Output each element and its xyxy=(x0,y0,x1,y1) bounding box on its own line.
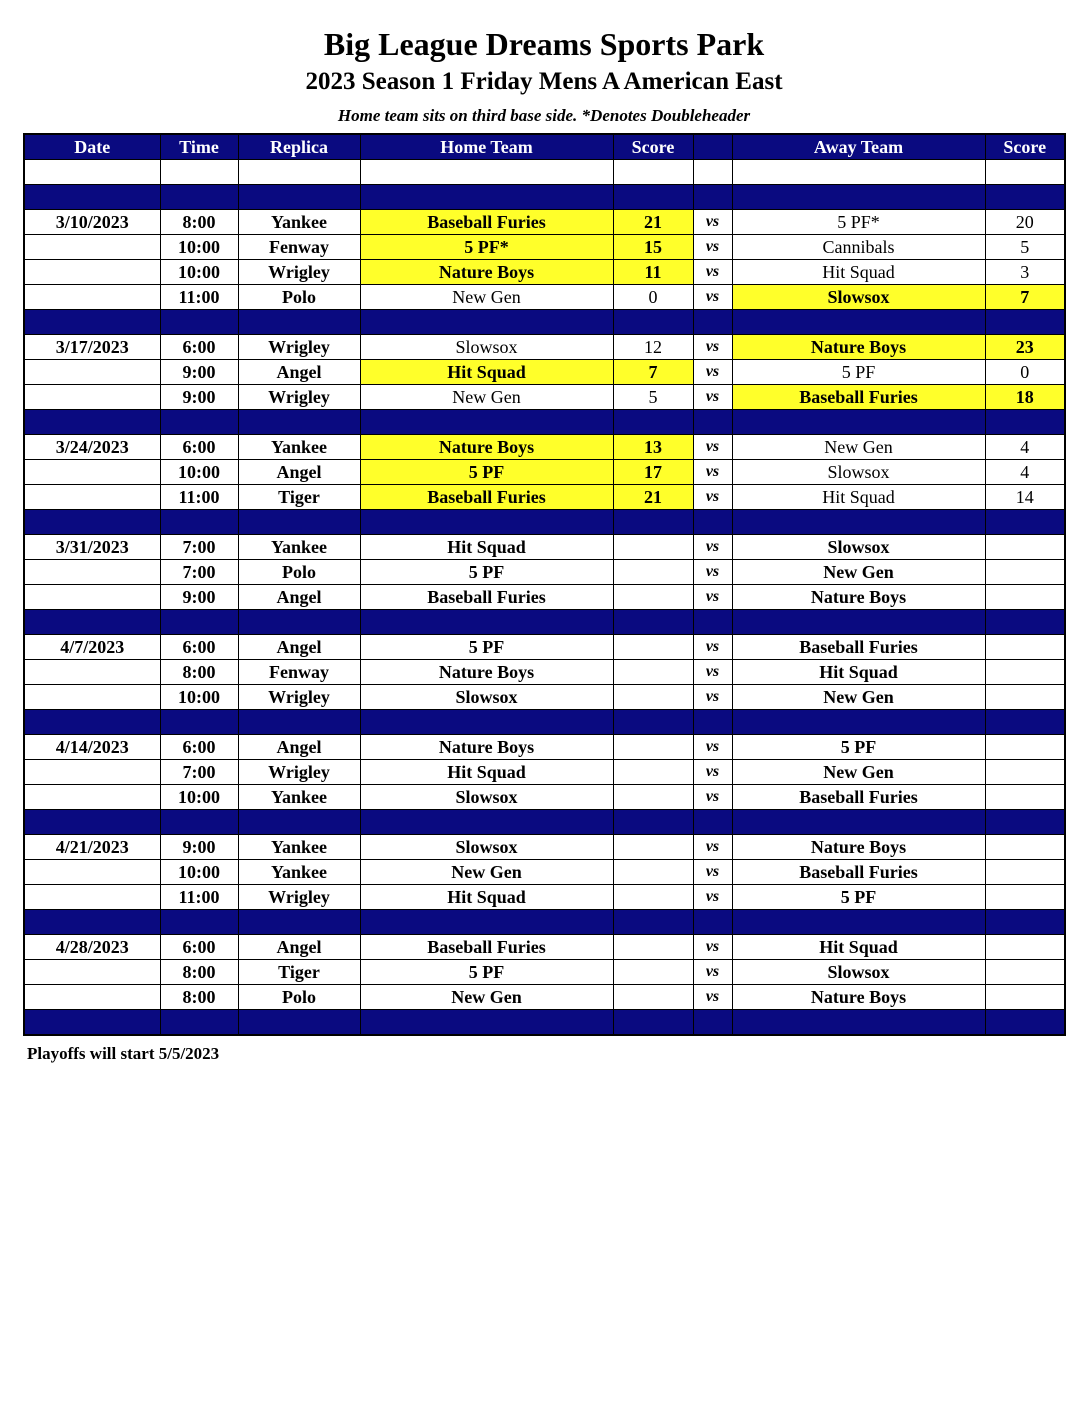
vs-label: vs xyxy=(693,535,732,560)
away-team: Hit Squad xyxy=(732,660,985,685)
away-team: Nature Boys xyxy=(732,835,985,860)
game-date xyxy=(24,360,160,385)
away-score xyxy=(985,835,1065,860)
separator-band xyxy=(24,510,1065,535)
away-score xyxy=(985,660,1065,685)
game-replica: Wrigley xyxy=(238,685,360,710)
home-score xyxy=(613,985,693,1010)
away-score xyxy=(985,685,1065,710)
away-score: 4 xyxy=(985,435,1065,460)
separator-band xyxy=(24,710,1065,735)
game-date xyxy=(24,885,160,910)
vs-label: vs xyxy=(693,985,732,1010)
away-score xyxy=(985,735,1065,760)
away-team: Hit Squad xyxy=(732,260,985,285)
home-team: Slowsox xyxy=(360,785,613,810)
home-team: Slowsox xyxy=(360,685,613,710)
away-score: 3 xyxy=(985,260,1065,285)
vs-label: vs xyxy=(693,860,732,885)
separator-band xyxy=(24,610,1065,635)
game-replica: Wrigley xyxy=(238,385,360,410)
game-row xyxy=(24,210,1065,235)
away-score xyxy=(985,960,1065,985)
away-team: New Gen xyxy=(732,685,985,710)
game-replica: Polo xyxy=(238,285,360,310)
vs-label: vs xyxy=(693,260,732,285)
home-team: 5 PF xyxy=(360,460,613,485)
vs-label: vs xyxy=(693,385,732,410)
vs-label: vs xyxy=(693,785,732,810)
vs-label: vs xyxy=(693,960,732,985)
away-team: Slowsox xyxy=(732,535,985,560)
blank-row xyxy=(24,160,1065,185)
away-team: Baseball Furies xyxy=(732,385,985,410)
separator-band xyxy=(24,410,1065,435)
game-time: 6:00 xyxy=(160,935,238,960)
away-score xyxy=(985,985,1065,1010)
away-team: 5 PF* xyxy=(732,210,985,235)
game-date xyxy=(24,860,160,885)
away-team: 5 PF xyxy=(732,735,985,760)
separator-band xyxy=(24,810,1065,835)
away-team: Nature Boys xyxy=(732,335,985,360)
home-team: Nature Boys xyxy=(360,735,613,760)
vs-label: vs xyxy=(693,335,732,360)
home-score xyxy=(613,635,693,660)
home-team-note: Home team sits on third base side. *Denotes Doubleheader xyxy=(337,106,751,125)
home-team: 5 PF xyxy=(360,960,613,985)
game-replica: Angel xyxy=(238,935,360,960)
vs-label: vs xyxy=(693,460,732,485)
game-date: 4/21/2023 xyxy=(24,835,160,860)
game-time: 10:00 xyxy=(160,235,238,260)
game-time: 9:00 xyxy=(160,835,238,860)
game-time: 6:00 xyxy=(160,635,238,660)
col-header-away-team: Away Team xyxy=(732,134,985,160)
home-score: 21 xyxy=(613,485,693,510)
game-time: 10:00 xyxy=(160,685,238,710)
game-row xyxy=(24,685,1065,710)
game-time: 8:00 xyxy=(160,960,238,985)
vs-label: vs xyxy=(693,435,732,460)
game-row xyxy=(24,935,1065,960)
col-header-home-score: Score xyxy=(613,134,693,160)
home-team: New Gen xyxy=(360,385,613,410)
game-time: 6:00 xyxy=(160,735,238,760)
game-row xyxy=(24,785,1065,810)
game-row xyxy=(24,760,1065,785)
game-date xyxy=(24,660,160,685)
game-date xyxy=(24,985,160,1010)
game-replica: Yankee xyxy=(238,535,360,560)
home-score xyxy=(613,860,693,885)
home-team: Baseball Furies xyxy=(360,935,613,960)
col-header-replica: Replica xyxy=(238,134,360,160)
away-team: Baseball Furies xyxy=(732,860,985,885)
away-team: New Gen xyxy=(732,760,985,785)
home-team: Baseball Furies xyxy=(360,485,613,510)
game-row xyxy=(24,460,1065,485)
away-score: 14 xyxy=(985,485,1065,510)
away-team: Cannibals xyxy=(732,235,985,260)
game-row xyxy=(24,535,1065,560)
vs-label: vs xyxy=(693,485,732,510)
game-date xyxy=(24,285,160,310)
vs-label: vs xyxy=(693,635,732,660)
vs-label: vs xyxy=(693,935,732,960)
home-team: 5 PF xyxy=(360,635,613,660)
game-date xyxy=(24,960,160,985)
away-score: 5 xyxy=(985,235,1065,260)
game-row xyxy=(24,360,1065,385)
game-replica: Angel xyxy=(238,635,360,660)
game-date xyxy=(24,235,160,260)
home-team: Baseball Furies xyxy=(360,585,613,610)
away-score: 0 xyxy=(985,360,1065,385)
home-team: Hit Squad xyxy=(360,760,613,785)
game-row xyxy=(24,985,1065,1010)
vs-label: vs xyxy=(693,835,732,860)
away-score: 23 xyxy=(985,335,1065,360)
col-header-date: Date xyxy=(24,134,160,160)
game-date: 4/14/2023 xyxy=(24,735,160,760)
game-replica: Yankee xyxy=(238,785,360,810)
away-score xyxy=(985,535,1065,560)
away-team: New Gen xyxy=(732,560,985,585)
away-team: New Gen xyxy=(732,435,985,460)
home-score xyxy=(613,960,693,985)
game-time: 6:00 xyxy=(160,435,238,460)
home-team: Hit Squad xyxy=(360,885,613,910)
home-team: 5 PF xyxy=(360,560,613,585)
game-row xyxy=(24,435,1065,460)
home-team: Slowsox xyxy=(360,335,613,360)
game-replica: Angel xyxy=(238,460,360,485)
game-row xyxy=(24,235,1065,260)
playoffs-note: Playoffs will start 5/5/2023 xyxy=(27,1044,220,1063)
home-team: 5 PF* xyxy=(360,235,613,260)
away-team: 5 PF xyxy=(732,360,985,385)
home-score xyxy=(613,535,693,560)
header-row xyxy=(24,134,1065,160)
vs-label: vs xyxy=(693,585,732,610)
home-team: Nature Boys xyxy=(360,435,613,460)
away-team: Slowsox xyxy=(732,960,985,985)
game-time: 8:00 xyxy=(160,660,238,685)
game-date xyxy=(24,585,160,610)
game-date xyxy=(24,760,160,785)
home-score: 11 xyxy=(613,260,693,285)
away-score: 18 xyxy=(985,385,1065,410)
away-score xyxy=(985,760,1065,785)
away-score: 7 xyxy=(985,285,1065,310)
vs-label: vs xyxy=(693,660,732,685)
game-time: 6:00 xyxy=(160,335,238,360)
home-score xyxy=(613,935,693,960)
game-replica: Tiger xyxy=(238,485,360,510)
game-time: 9:00 xyxy=(160,585,238,610)
game-replica: Yankee xyxy=(238,835,360,860)
game-time: 10:00 xyxy=(160,460,238,485)
away-score: 20 xyxy=(985,210,1065,235)
away-score: 4 xyxy=(985,460,1065,485)
vs-label: vs xyxy=(693,560,732,585)
vs-label: vs xyxy=(693,685,732,710)
game-replica: Yankee xyxy=(238,210,360,235)
home-score: 12 xyxy=(613,335,693,360)
vs-label: vs xyxy=(693,360,732,385)
separator-band xyxy=(24,910,1065,935)
vs-label: vs xyxy=(693,885,732,910)
page-subtitle: 2023 Season 1 Friday Mens A American East xyxy=(305,68,783,95)
home-team: Hit Squad xyxy=(360,360,613,385)
away-score xyxy=(985,885,1065,910)
game-date: 3/17/2023 xyxy=(24,335,160,360)
separator-band xyxy=(24,310,1065,335)
game-row xyxy=(24,485,1065,510)
vs-label: vs xyxy=(693,735,732,760)
game-time: 9:00 xyxy=(160,360,238,385)
game-date: 3/10/2023 xyxy=(24,210,160,235)
home-score xyxy=(613,785,693,810)
home-score: 17 xyxy=(613,460,693,485)
game-row xyxy=(24,635,1065,660)
game-replica: Wrigley xyxy=(238,760,360,785)
game-row xyxy=(24,885,1065,910)
game-row xyxy=(24,560,1065,585)
game-row xyxy=(24,260,1065,285)
home-score: 7 xyxy=(613,360,693,385)
away-team: Slowsox xyxy=(732,460,985,485)
col-header-away-score: Score xyxy=(985,134,1065,160)
game-replica: Tiger xyxy=(238,960,360,985)
vs-label: vs xyxy=(693,235,732,260)
home-score xyxy=(613,835,693,860)
game-replica: Wrigley xyxy=(238,885,360,910)
home-score: 5 xyxy=(613,385,693,410)
game-replica: Fenway xyxy=(238,235,360,260)
game-replica: Yankee xyxy=(238,435,360,460)
game-row xyxy=(24,335,1065,360)
away-score xyxy=(985,935,1065,960)
game-row xyxy=(24,285,1065,310)
away-team: 5 PF xyxy=(732,885,985,910)
game-date xyxy=(24,260,160,285)
game-row xyxy=(24,735,1065,760)
away-team: Baseball Furies xyxy=(732,635,985,660)
game-replica: Polo xyxy=(238,985,360,1010)
game-replica: Angel xyxy=(238,360,360,385)
away-team: Nature Boys xyxy=(732,585,985,610)
vs-label: vs xyxy=(693,760,732,785)
game-row xyxy=(24,660,1065,685)
game-replica: Angel xyxy=(238,585,360,610)
game-time: 9:00 xyxy=(160,385,238,410)
away-team: Hit Squad xyxy=(732,485,985,510)
home-team: New Gen xyxy=(360,285,613,310)
away-score xyxy=(985,560,1065,585)
home-score xyxy=(613,735,693,760)
vs-label: vs xyxy=(693,210,732,235)
game-replica: Polo xyxy=(238,560,360,585)
col-header-time: Time xyxy=(160,134,238,160)
home-score: 13 xyxy=(613,435,693,460)
home-team: Hit Squad xyxy=(360,535,613,560)
game-date: 3/24/2023 xyxy=(24,435,160,460)
home-score xyxy=(613,585,693,610)
game-time: 10:00 xyxy=(160,860,238,885)
game-date: 4/28/2023 xyxy=(24,935,160,960)
game-date xyxy=(24,785,160,810)
game-replica: Fenway xyxy=(238,660,360,685)
game-date xyxy=(24,685,160,710)
game-time: 10:00 xyxy=(160,260,238,285)
home-score xyxy=(613,885,693,910)
home-team: Nature Boys xyxy=(360,660,613,685)
game-replica: Angel xyxy=(238,735,360,760)
separator-band xyxy=(24,1010,1065,1036)
home-score xyxy=(613,560,693,585)
home-score xyxy=(613,685,693,710)
game-time: 11:00 xyxy=(160,485,238,510)
game-date: 4/7/2023 xyxy=(24,635,160,660)
away-score xyxy=(985,635,1065,660)
game-time: 10:00 xyxy=(160,785,238,810)
game-date xyxy=(24,560,160,585)
game-replica: Yankee xyxy=(238,860,360,885)
game-row xyxy=(24,835,1065,860)
home-score: 15 xyxy=(613,235,693,260)
away-team: Hit Squad xyxy=(732,935,985,960)
home-team: New Gen xyxy=(360,985,613,1010)
game-replica: Wrigley xyxy=(238,260,360,285)
home-team: Slowsox xyxy=(360,835,613,860)
home-team: New Gen xyxy=(360,860,613,885)
home-score xyxy=(613,660,693,685)
col-header-vs xyxy=(693,134,732,160)
vs-label: vs xyxy=(693,285,732,310)
col-header-home-team: Home Team xyxy=(360,134,613,160)
game-row xyxy=(24,960,1065,985)
away-team: Baseball Furies xyxy=(732,785,985,810)
game-time: 7:00 xyxy=(160,560,238,585)
game-time: 11:00 xyxy=(160,885,238,910)
game-time: 8:00 xyxy=(160,210,238,235)
game-row xyxy=(24,385,1065,410)
schedule-table xyxy=(23,133,1066,1036)
game-date xyxy=(24,460,160,485)
home-score: 0 xyxy=(613,285,693,310)
home-team: Nature Boys xyxy=(360,260,613,285)
game-row xyxy=(24,585,1065,610)
away-team: Slowsox xyxy=(732,285,985,310)
game-time: 7:00 xyxy=(160,535,238,560)
game-time: 7:00 xyxy=(160,760,238,785)
game-time: 8:00 xyxy=(160,985,238,1010)
separator-band xyxy=(24,185,1065,210)
game-row xyxy=(24,860,1065,885)
away-score xyxy=(985,585,1065,610)
game-date xyxy=(24,485,160,510)
page-title: Big League Dreams Sports Park xyxy=(323,26,765,62)
game-replica: Wrigley xyxy=(238,335,360,360)
away-score xyxy=(985,860,1065,885)
away-score xyxy=(985,785,1065,810)
game-date: 3/31/2023 xyxy=(24,535,160,560)
game-time: 11:00 xyxy=(160,285,238,310)
schedule-body xyxy=(24,160,1065,1036)
home-team: Baseball Furies xyxy=(360,210,613,235)
away-team: Nature Boys xyxy=(732,985,985,1010)
game-date xyxy=(24,385,160,410)
home-score xyxy=(613,760,693,785)
home-score: 21 xyxy=(613,210,693,235)
